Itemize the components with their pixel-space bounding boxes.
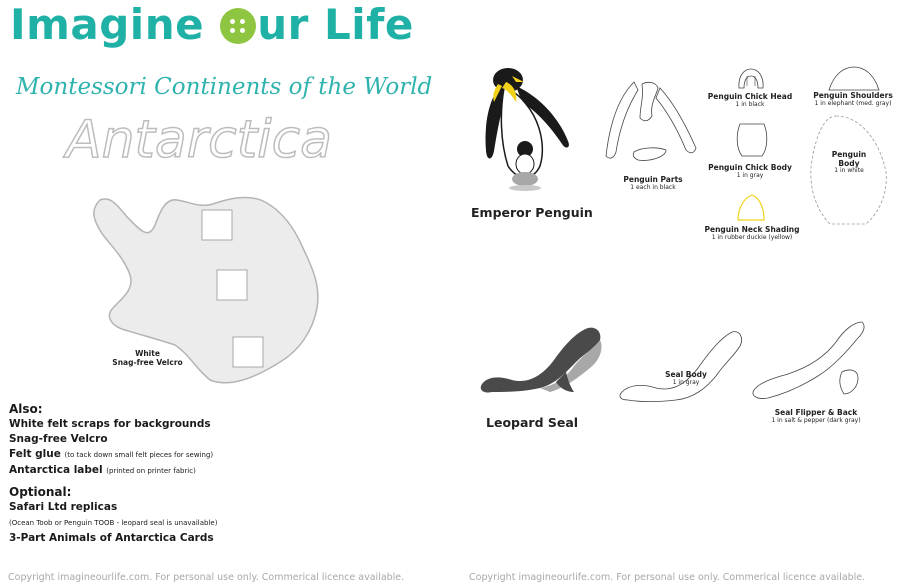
button-o-icon: [220, 8, 256, 44]
seal-flipper-outline: [750, 318, 870, 402]
list-item: Felt glue (to tack down small felt pieces for sewing): [9, 448, 214, 460]
penguin-body-label: Penguin Body 1 in white: [831, 150, 867, 175]
copyright-right: Copyright imagineourlife.com. For personal use only. Commerical licence available.: [469, 572, 866, 583]
shoulders-outline: [826, 64, 882, 92]
neck-shading-outline: [734, 192, 768, 224]
leopard-seal-image: [478, 322, 606, 398]
velcro-square: [202, 210, 232, 240]
chick-body-label: Penguin Chick Body 1 in gray: [708, 163, 792, 179]
also-heading: Also:: [9, 402, 43, 416]
continent-title: Antarctica: [66, 110, 333, 170]
emperor-penguin-label: Emperor Penguin: [471, 205, 593, 220]
seal-body-outline: [616, 326, 744, 406]
leopard-seal-label: Leopard Seal: [486, 415, 579, 430]
velcro-square: [233, 337, 263, 367]
chick-body-outline: [734, 120, 770, 160]
brand-text-before: Imagine: [10, 0, 220, 49]
chick-head-outline: [736, 66, 766, 90]
seal-flipper-label: Seal Flipper & Back 1 in salt & pepper (dark gray): [771, 408, 861, 424]
map-label-line1: White: [135, 349, 160, 358]
map-label: [100, 350, 195, 367]
page-subtitle: Montessori Continents of the World: [16, 74, 433, 100]
neck-shading-label: Penguin Neck Shading 1 in rubber duckie (yellow): [704, 225, 800, 241]
list-item: Antarctica label (printed on printer fabric): [9, 464, 196, 476]
penguin-parts-label: Penguin Parts 1 each in black: [623, 175, 683, 191]
emperor-penguin-image: [478, 66, 578, 196]
chick-head-label: Penguin Chick Head 1 in black: [707, 92, 793, 108]
brand-text-after: ur Life: [257, 0, 414, 49]
brand-logo: [10, 0, 414, 49]
seal-body-label: Seal Body 1 in gray: [665, 370, 707, 386]
penguin-parts-outline: [600, 76, 700, 166]
list-item: White felt scraps for backgrounds: [9, 418, 211, 430]
map-label-line2: Snag-free Velcro: [112, 357, 183, 367]
materials-lists: [9, 402, 217, 546]
list-item: 3-Part Animals of Antarctica Cards: [9, 532, 214, 544]
velcro-square: [217, 270, 247, 300]
list-item: (Ocean Toob or Penguin TOOB - leopard seal is unavailable): [9, 519, 218, 527]
optional-heading: Optional:: [9, 485, 72, 499]
shoulders-label: Penguin Shoulders 1 in elephant (med. gray): [813, 91, 893, 107]
copyright-left: Copyright imagineourlife.com. For personal use only. Commerical licence available.: [8, 572, 405, 583]
list-item: Snag-free Velcro: [9, 433, 108, 445]
list-item: Safari Ltd replicas: [9, 501, 118, 513]
